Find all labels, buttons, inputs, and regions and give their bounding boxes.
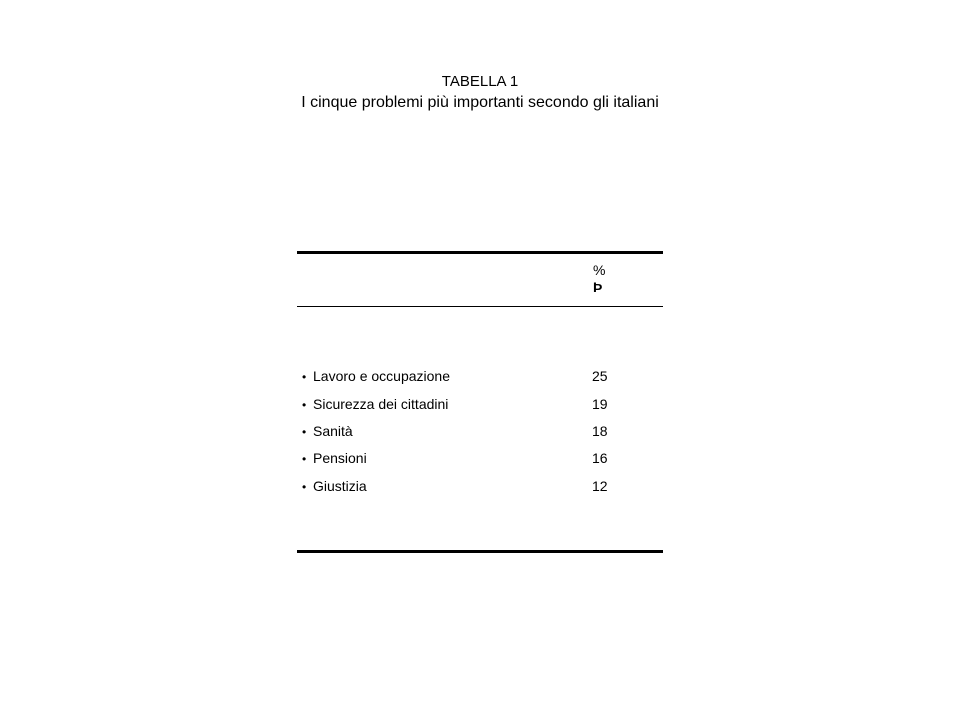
row-value: 18 [592, 423, 608, 439]
column-header-percent: % [593, 262, 606, 278]
row-value: 25 [592, 368, 608, 384]
table-title: TABELLA 1 [441, 73, 519, 90]
row-label: Sanità [313, 423, 353, 439]
bullet-icon: • [302, 452, 307, 466]
row-label: Lavoro e occupazione [313, 368, 450, 384]
header-rule [297, 306, 663, 307]
table-row [302, 476, 642, 496]
row-value: 16 [592, 450, 608, 466]
table-row [302, 421, 642, 441]
table-subtitle: I cinque problemi più importanti secondo gli italiani [301, 94, 659, 111]
row-label: Pensioni [313, 450, 367, 466]
table-row [302, 394, 642, 414]
top-rule [297, 251, 663, 254]
bullet-icon: • [302, 398, 307, 412]
table-row [302, 448, 642, 468]
row-value: 19 [592, 396, 608, 412]
row-value: 12 [592, 478, 608, 494]
bullet-icon: • [302, 370, 307, 384]
table-row [302, 366, 642, 386]
row-label: Giustizia [313, 478, 367, 494]
bullet-icon: • [302, 480, 307, 494]
bullet-icon: • [302, 425, 307, 439]
column-header-symbol: Þ [593, 279, 603, 295]
bottom-rule [297, 550, 663, 553]
row-label: Sicurezza dei cittadini [313, 396, 449, 412]
